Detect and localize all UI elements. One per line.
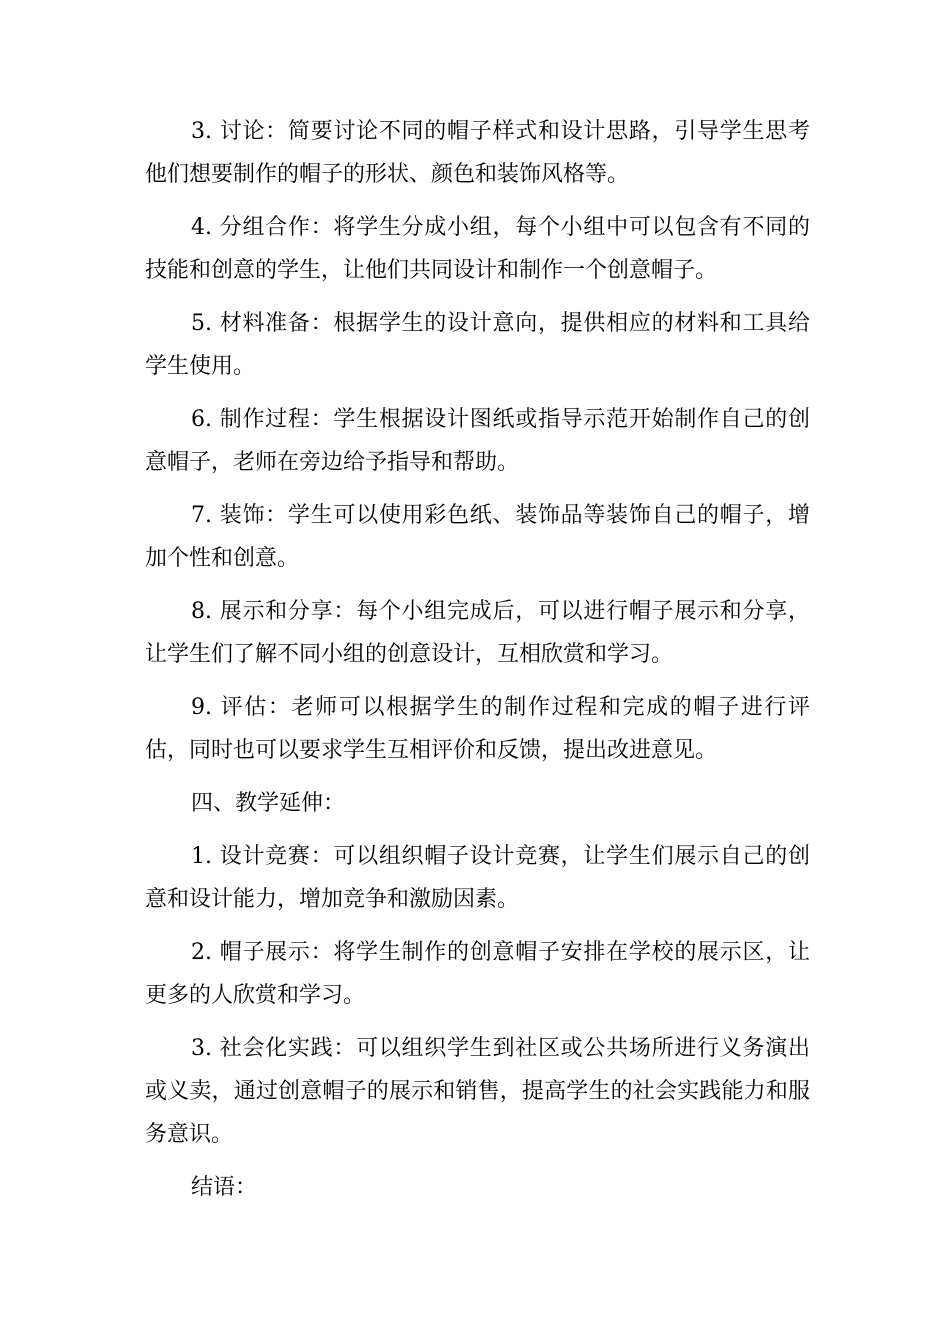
paragraph-extension-1: 1. 设计竞赛：可以组织帽子设计竞赛，让学生们展示自己的创意和设计能力，增加竞争和激励因素。 [145,844,810,912]
paragraph-step-8: 8. 展示和分享：每个小组完成后，可以进行帽子展示和分享，让学生们了解不同小组的创意设计，互相欣赏和学习。 [145,599,810,667]
paragraph-step-3: 3. 讨论：简要讨论不同的帽子样式和设计思路，引导学生思考他们想要制作的帽子的形状、颜色和装饰风格等。 [145,119,810,187]
paragraph-step-6: 6. 制作过程：学生根据设计图纸或指导示范开始制作自己的创意帽子，老师在旁边给予指导和帮助。 [145,407,810,475]
closing-heading: 结语： [191,1175,258,1200]
paragraph-step-9: 9. 评估：老师可以根据学生的制作过程和完成的帽子进行评估，同时也可以要求学生互相评价和反馈，提出改进意见。 [145,695,810,763]
paragraph-extension-3: 3. 社会化实践：可以组织学生到社区或公共场所进行义务演出或义卖，通过创意帽子的展示和销售，提高学生的社会实践能力和服务意识。 [145,1036,810,1147]
section-heading-extension: 四、教学延伸： [191,791,346,816]
document-body [145,110,810,1219]
paragraph-step-7: 7. 装饰：学生可以使用彩色纸、装饰品等装饰自己的帽子，增加个性和创意。 [145,503,810,571]
paragraph-step-4: 4. 分组合作：将学生分成小组，每个小组中可以包含有不同的技能和创意的学生，让他们共同设计和制作一个创意帽子。 [145,215,810,283]
paragraph-extension-2: 2. 帽子展示：将学生制作的创意帽子安排在学校的展示区，让更多的人欣赏和学习。 [145,940,810,1008]
paragraph-step-5: 5. 材料准备：根据学生的设计意向，提供相应的材料和工具给学生使用。 [145,311,810,379]
